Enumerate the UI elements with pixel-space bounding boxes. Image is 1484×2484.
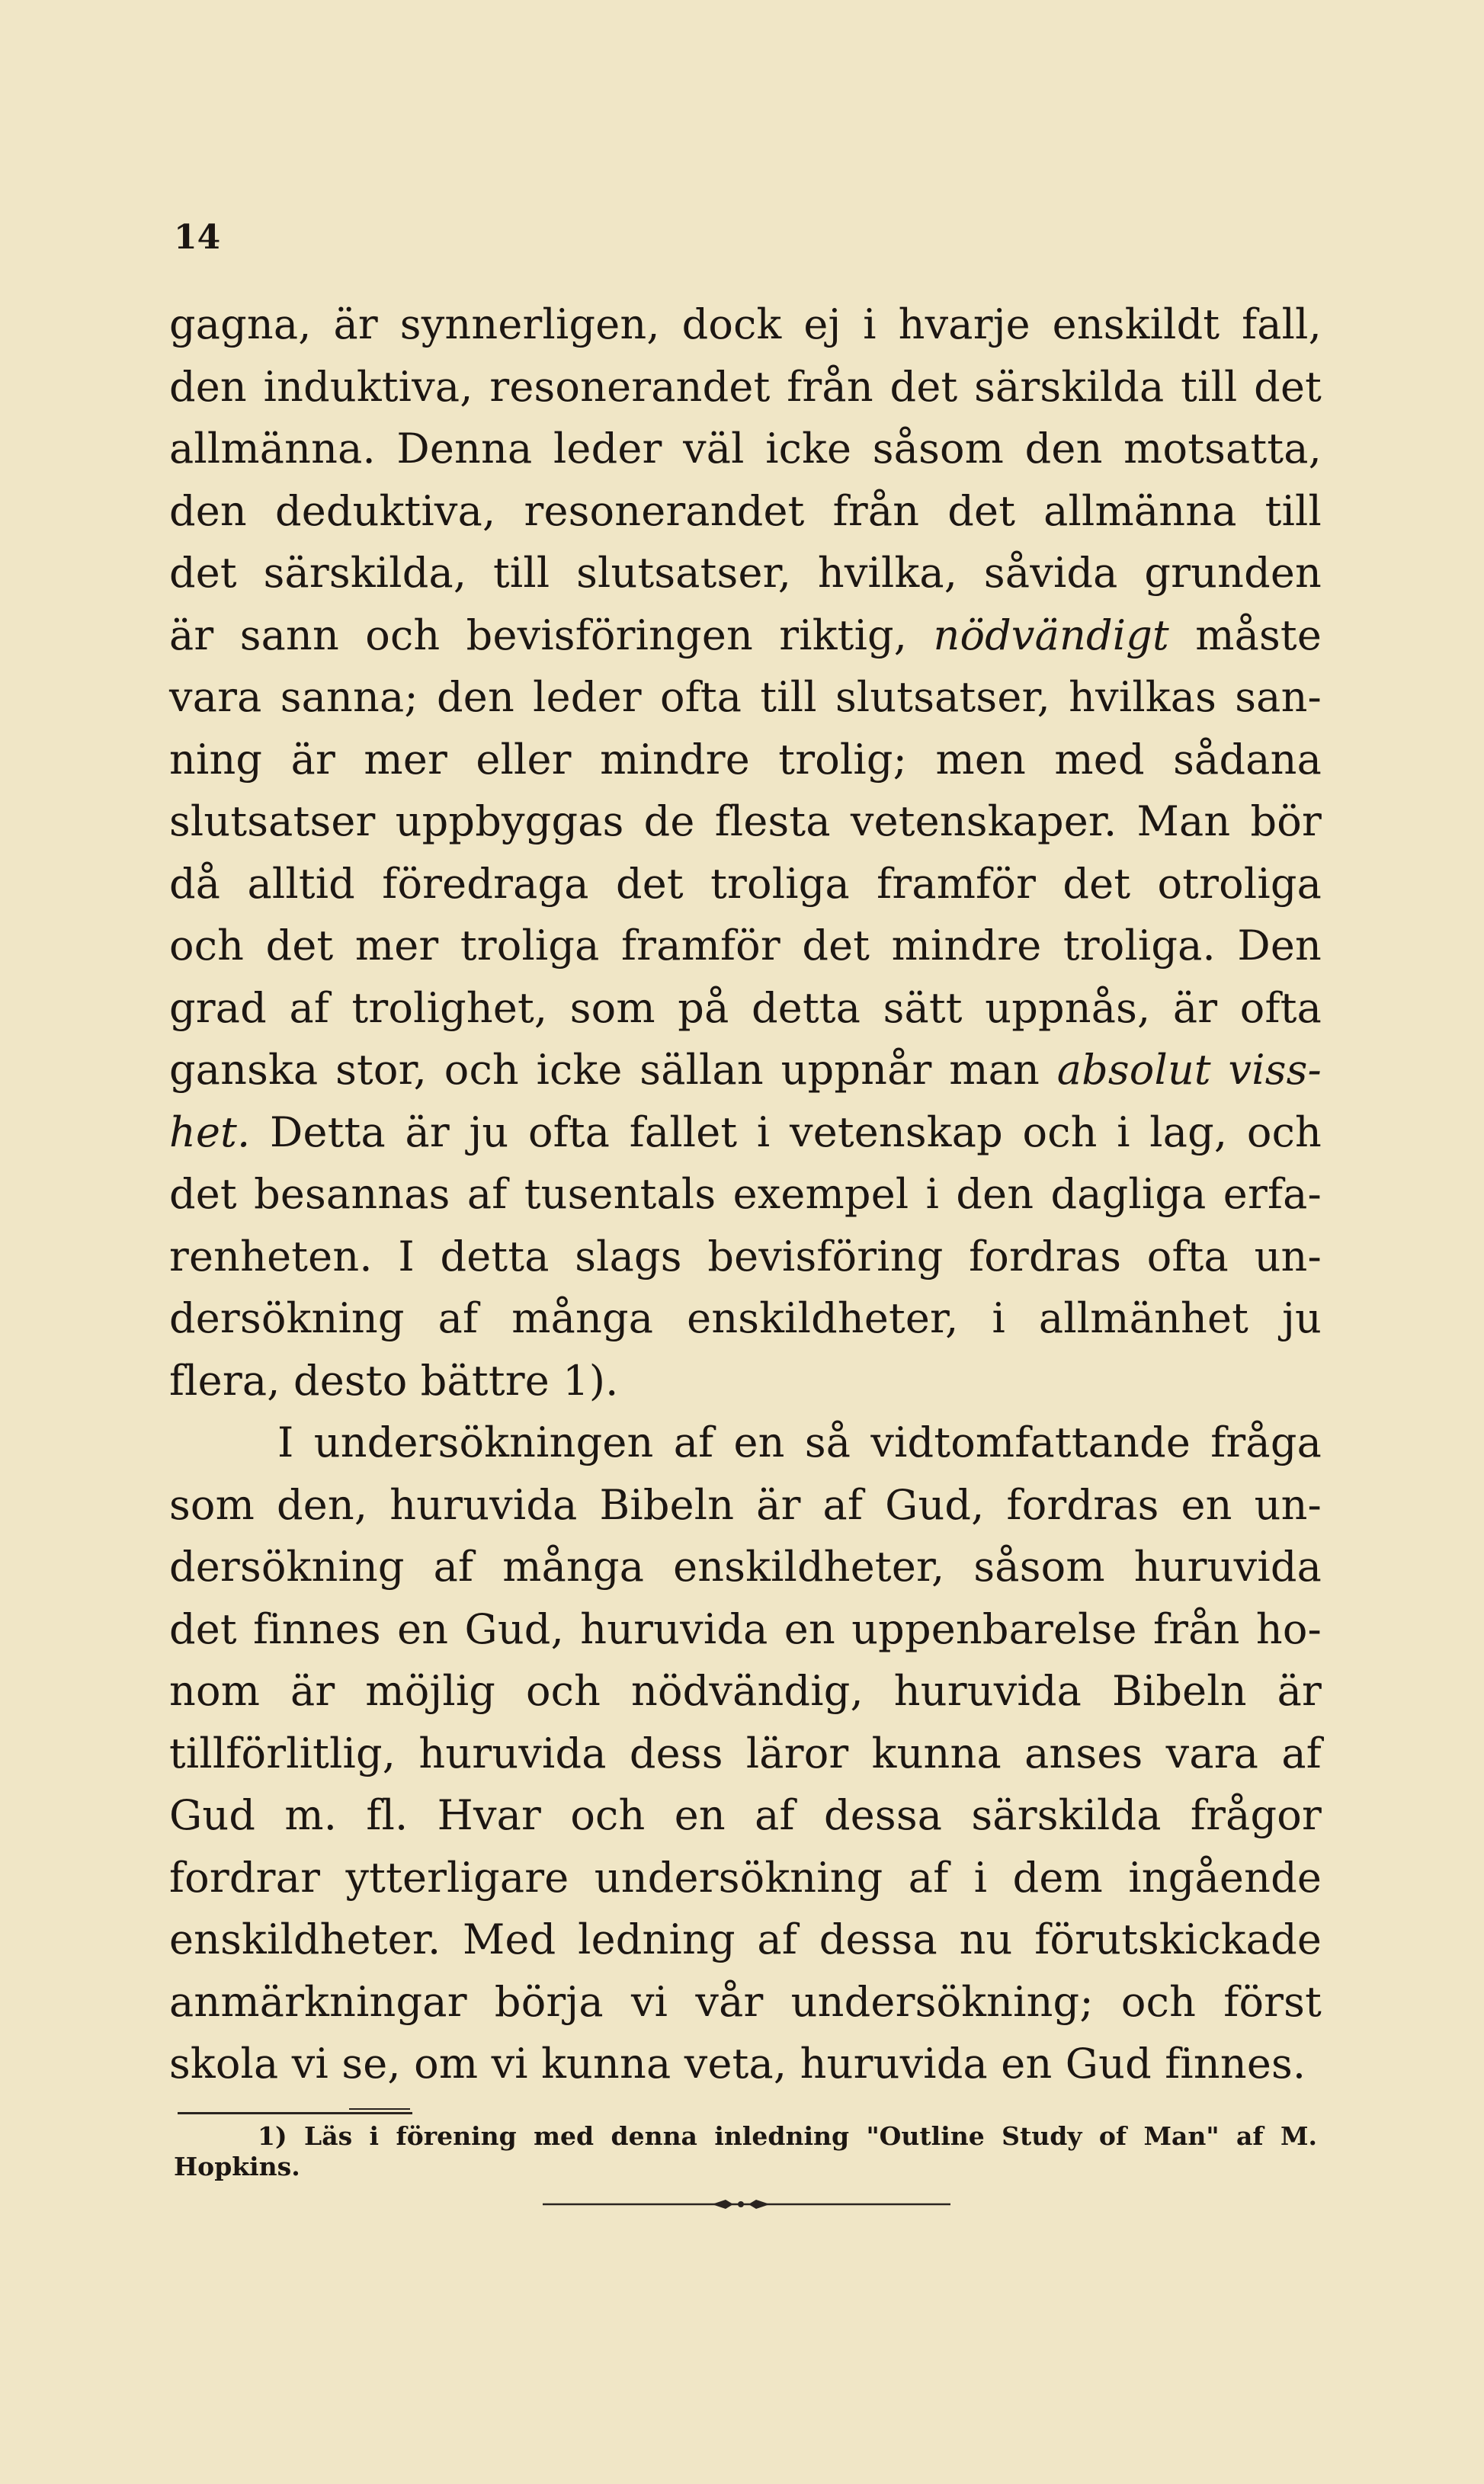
text-line: skola vi se, om vi kunna veta, huruvida en Gud finnes. <box>169 2040 1306 2088</box>
footnote-rule-short <box>349 2108 410 2110</box>
text-line: den induktiva, resonerandet från det särskilda till det <box>169 362 1322 411</box>
text-line: det särskilda, till slutsatser, hvilka, såvida grunden <box>169 549 1322 597</box>
body-text <box>169 293 1322 2095</box>
footnote-line: 1) Läs i förening med denna inledning "Outline Study of Man" af M. <box>258 2121 1317 2151</box>
text-line: slutsatser uppbyggas de flesta vetenskaper. Man bör <box>169 797 1322 845</box>
text-line: anmärkningar börja vi vår undersökning; och först <box>169 1977 1322 2026</box>
text-segment: Detta är ju ofta fallet i vetenskap och i lag, och <box>250 1107 1322 1156</box>
footnote-line: Hopkins. <box>174 2152 300 2181</box>
text-line: enskildheter. Med ledning af dessa nu förutskickade <box>169 1915 1322 1963</box>
text-line: gagna, är synnerligen, dock ej i hvarje enskildt fall, <box>169 300 1322 348</box>
text-line: nom är möjlig och nödvändig, huruvida Bibeln är <box>169 1667 1322 1715</box>
footnote-rule <box>178 2112 412 2114</box>
text-line: det besannas af tusentals exempel i den dagliga erfa- <box>169 1170 1322 1218</box>
text-line <box>169 1039 1322 1101</box>
footnote <box>174 2121 1317 2182</box>
ornament-divider-icon <box>543 2195 950 2213</box>
italic-emphasis: absolut viss- <box>1056 1046 1322 1094</box>
text-line <box>169 1101 1322 1164</box>
text-line: som den, huruvida Bibeln är af Gud, fordras en un- <box>169 1480 1322 1529</box>
text-line: flera, desto bättre 1). <box>169 1356 619 1405</box>
text-line: Gud m. fl. Hvar och en af dessa särskilda frågor <box>169 1791 1322 1839</box>
text-line: då alltid föredraga det troliga framför det otroliga <box>169 859 1322 908</box>
text-line: den deduktiva, resonerandet från det allmänna till <box>169 486 1322 535</box>
text-line: det finnes en Gud, huruvida en uppenbarelse från ho- <box>169 1604 1322 1653</box>
text-line: dersökning af många enskildheter, i allmänhet ju <box>169 1294 1322 1342</box>
page-number: 14 <box>174 218 221 257</box>
text-line: fordrar ytterligare undersökning af i dem ingående <box>169 1853 1322 1902</box>
text-line: och det mer troliga framför det mindre troliga. Den <box>169 921 1322 970</box>
text-line: ning är mer eller mindre trolig; men med sådana <box>169 735 1322 784</box>
text-line: tillförlitlig, huruvida dess läror kunna anses vara af <box>169 1729 1322 1777</box>
text-line <box>169 604 1322 667</box>
text-line: renheten. I detta slags bevisföring fordras ofta un- <box>169 1232 1322 1280</box>
text-segment: ganska stor, och icke sällan uppnår man <box>169 1046 1057 1094</box>
text-line: grad af trolighet, som på detta sätt uppnås, är ofta <box>169 983 1322 1032</box>
text-line: allmänna. Denna leder väl icke såsom den motsatta, <box>169 425 1322 473</box>
text-segment: är sann och bevisföringen riktig, <box>169 611 934 659</box>
text-line: vara sanna; den leder ofta till slutsatser, hvilkas san- <box>169 673 1322 721</box>
text-line: I undersökningen af en så vidtomfattande fråga <box>277 1418 1322 1466</box>
text-line: dersökning af många enskildheter, såsom huruvida <box>169 1543 1322 1591</box>
italic-emphasis: nödvändigt <box>933 611 1169 659</box>
text-segment: måste <box>1168 611 1322 659</box>
italic-emphasis: het. <box>169 1107 251 1156</box>
